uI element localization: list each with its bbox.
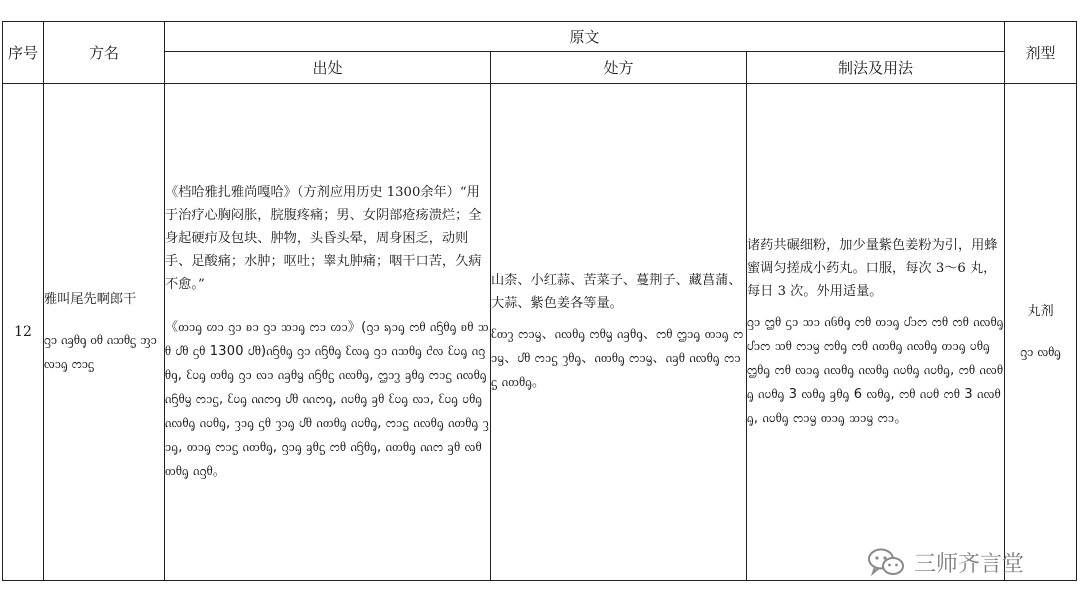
dosage-form-cell	[1005, 84, 1077, 581]
header-source: 出处	[165, 52, 491, 84]
account-watermark	[866, 547, 1024, 577]
method-text-tai: ᦋᦱ ᦗᦲ ᦓᦱ ᦉᦱ ᦵᦑᦲᧁ ᦂᦲ ᦎᦱᧂ ᦔᦱᦂ ᦂᦲ ᦂᦲ ᦵᦟᦲᧂ ᦔᦱᦂ ᦉᦲ ᦂᦱᧄ ᦂᦲᧂ ᦂᦲ ᦵᦎᦲᧂ ᦵᦟᦲᧂ ᦎᦱᧂ ᦢᦲᧂ ᦗᦲᧂ ᦂᦲ ᦟᦱᧂ ᦵᦟᦲᧂ ᦵᦟᦲᧂ ᦵᦢᦲᧂ ᦵᦢᦲᧂ, ᦂᦲ ᦵᦟᦲᧂ ᦵᦢᦲᧂ 3 ᦟᦲᧂ ᦃᦲᧂ 6 ᦟᦲᧂ, ᦂᦲ ᦵᦢᦲ ᦂᦲ 3 ᦵᦟᦲᧂ, ᦵᦢᦲᧂ ᦂᦱᧄ ᦎᦱᧂ ᦉᦱᧄ ᦂᦱ。	[747, 314, 1004, 426]
header-name: 方名	[44, 22, 165, 84]
table-row	[3, 84, 1077, 581]
dosage-form-zh: 丸剂	[1027, 304, 1054, 319]
formula-name-zh: 雅叫尾先啊郎干	[44, 291, 137, 307]
source-text-zh: 《档哈雅扎雅尚嘎哈》（方剂应用历史 1300余年）“用于治疗心胸闷胀，脘腹疼痛；男、女阴部疮疡溃烂；全身起硬疖及包块、肿物，头昏头晕，周身困乏，动则手、足酸痛；水肿；呕吐；睾丸肿痛；咽干口苦，久病不愈。”	[165, 184, 482, 292]
formula-name-tai: ᦋᦱ ᦵᦃᦲᧁ ᦞᦲ ᦵᦉᦲᧃ ᦀᦱ ᦟᦱᧂ ᦂᦱᧃ	[44, 332, 157, 372]
source-cell	[165, 84, 491, 581]
method-cell	[747, 84, 1005, 581]
source-text-tai: 《ᦎᦱᧂ ᦠᦱ ᦋᦱ ᦈᦱ ᦋᦱ ᦉᦱᧂ ᦂᦱ ᦠᦱ》(ᦋᦱ ᦣᦱᧂ ᦂᦲ ᦵᦌᦲᧂ ᦈᦲ ᦉᦲ ᦔᦲ ᦓᦲ 1300 ᦔᦲ)ᦵᦌᦲᧂ ᦋᦱ ᦵᦌᦲᧂ ᦷᦟᧂ ᦋᦱ ᦵᦉᦲᧂ ᦺᦟ ᦷᦢᧂ ᦵᦋᦲᧁ, ᦷᦢᧂ ᦎᦲᧂ ᦋᦱ ᦟᦱ ᦵᦃᦲᧄ ᦵᦌᦲᧃ ᦵᦟᦲᧂ, ᦗᦱᧆ ᦃᦲᧂ ᦂᦱᧃ ᦵᦟᦲᧂ ᦵᦌᦲᧄ ᦂᦱᧃ, ᦷᦢᧂ ᦶᦂᧁ ᦔᦲ ᦶᦂᧁ, ᦵᦢᦲᧂ ᦃᦲ ᦷᦢᧂ ᦟᦱ, ᦷᦢᧂ ᦢᦲᧂ ᦵᦟᦲᧂ ᦵᦢᦲᧂ, ᦡᦱᧂ ᦓᦲ ᦡᦱᧂ ᦔᦲ ᦵᦎᦲᧂ ᦵᦢᦲᧂ, ᦂᦱᧃ ᦵᦟᦲᧂ ᦵᦎᦲᧂ ᦡᦱᧂ, ᦎᦱᧂ ᦂᦱᧃ ᦵᦎᦲᧂ, ᦋᦱᧂ ᦃᦲᧃ ᦂᦲ ᦵᦌᦲᧂ, ᦵᦎᦲᧂ ᦶᦂ ᦃᦲ ᦟᦲ ᦎᦲᧂ ᦵᦋᦲ。	[165, 319, 489, 479]
wechat-icon	[866, 547, 906, 577]
header-no: 序号	[3, 22, 44, 84]
prescription-cell	[491, 84, 747, 581]
method-text-zh: 诸药共碾细粉，加少量紫色姜粉为引，用蜂蜜调匀搓成小药丸。口服，每次 3～6 丸，每日 3 次。外用适量。	[747, 237, 998, 299]
prescription-text-zh: 山柰、小红蒜、苦菜子、蔓荆子、藏菖蒲、大蒜、紫色姜各等量。	[491, 273, 742, 311]
row-number: 12	[3, 84, 44, 581]
header-original: 原文	[165, 22, 1005, 52]
watermark-text: 三师齐言堂	[914, 551, 1025, 577]
prescription-text-tai: ᦷᦎᧆ ᦂᦱᧄ、ᦵᦟᦲᧂ ᦂᦲᧄ ᦵᦃᦲᧁ、ᦂᦲ ᦗᦱᧂ ᦎᦱᧂ ᦂᦱᧄ、ᦔᦲ ᦂᦱᧃ ᦡᦲᧂ、ᦵᦎᦲᧂ ᦂᦱᧄ、ᦵᦃᦲ ᦵᦟᦲᧂ ᦂᦱᧃ ᦵᦎᦲᧂ。	[491, 327, 744, 390]
formula-table	[2, 21, 1077, 581]
header-method: 制法及用法	[747, 52, 1005, 84]
header-prescription: 处方	[491, 52, 747, 84]
dosage-form-tai: ᦋᦱ ᦟᦲᧂ	[1020, 345, 1061, 360]
header-dosage-form: 剂型	[1005, 22, 1077, 84]
formula-name-cell	[44, 84, 165, 581]
